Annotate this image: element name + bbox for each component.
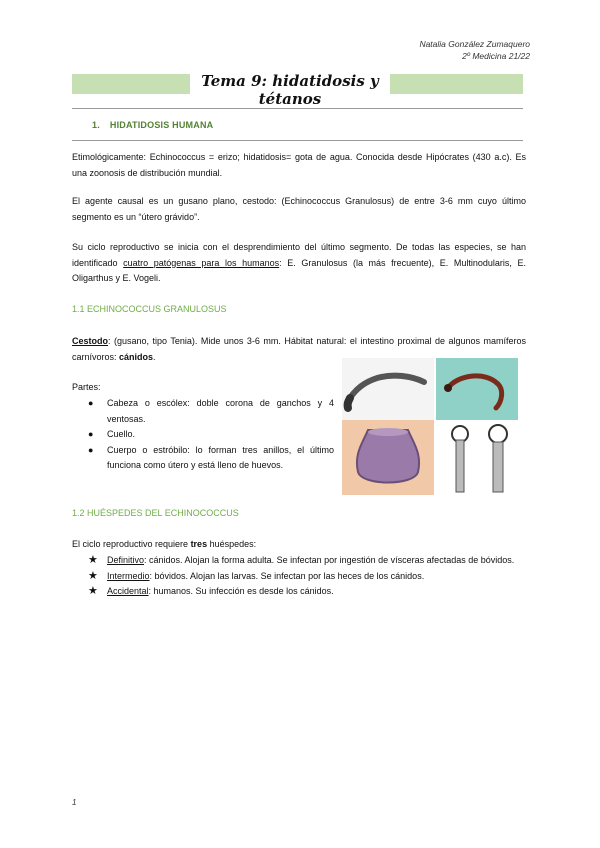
hosts-list xyxy=(88,553,526,600)
paragraph-cycle xyxy=(72,240,526,287)
hosts-intro-bold: tres xyxy=(190,539,208,549)
section-rule-top xyxy=(72,108,523,109)
title-accent-left xyxy=(72,74,190,94)
bullet-icon: ● xyxy=(88,429,94,439)
list-item xyxy=(88,553,526,569)
list-item xyxy=(88,443,334,474)
cycle-text-before: Su ciclo reproductivo se inicia con el desprendimiento del último segmento. De todas las especies, se han identificado xyxy=(72,242,526,268)
star-icon: ★ xyxy=(88,585,98,597)
section-heading xyxy=(92,120,213,130)
scolex-illustration xyxy=(436,420,520,495)
cestodo-text: : (gusano, tipo Tenia). Mide unos 3-6 mm. Hábitat natural: el intestino proximal de algunos mamíferos carnívoros: xyxy=(72,336,526,362)
parts-label: Partes: xyxy=(72,382,101,392)
author-name: Natalia González Zumaquero xyxy=(419,39,530,49)
egg-cyst-photo xyxy=(342,420,434,495)
subsection-heading-granulosus: 1.1 ECHINOCOCCUS GRANULOSUS xyxy=(72,304,227,314)
cestodo-term: Cestodo xyxy=(72,336,108,346)
section-rule-bottom xyxy=(72,140,523,141)
paragraph-etymology: Etimológicamente: Echinococcus = erizo; hidatidosis= gota de agua. Conocida desde Hipócrates (430 a.c). Es una zoonosis de distribución mundial. xyxy=(72,152,526,178)
list-item xyxy=(88,584,526,600)
section-title: HIDATIDOSIS HUMANA xyxy=(109,120,214,130)
part-text: Cuerpo o estróbilo: lo forman tres anillos, el último funciona como útero y está lleno de huevos. xyxy=(107,444,334,470)
page-title: Tema 9: hidatidosis y tétanos xyxy=(201,72,379,108)
course-label: 2º Medicina 21/22 xyxy=(462,51,530,61)
section-number: 1. xyxy=(92,120,100,130)
parts-list xyxy=(88,396,334,474)
host-term: Accidental xyxy=(107,586,149,596)
subsection-heading-hosts: 1.2 HUÉSPEDES DEL ECHINOCOCCUS xyxy=(72,508,239,518)
worm-photo-grey xyxy=(342,358,434,420)
star-icon: ★ xyxy=(88,554,98,566)
host-term: Definitivo xyxy=(107,555,145,565)
page-number: 1 xyxy=(72,798,77,807)
bullet-icon: ● xyxy=(88,398,94,408)
hosts-intro xyxy=(72,537,526,553)
list-item xyxy=(88,427,334,443)
worm-photo-red xyxy=(436,358,518,420)
hosts-intro-before: El ciclo reproductivo requiere xyxy=(72,539,191,549)
cestodo-bold: cánidos xyxy=(119,351,154,362)
cestodo-end: . xyxy=(153,351,156,362)
cycle-text-after: : E. Granulosus (la más frecuente), E. Multinodularis, E. Oligarthus y E. Vogeli. xyxy=(72,257,526,283)
list-item xyxy=(88,569,526,585)
part-text: Cabeza o escólex: doble corona de ganchos y 4 ventosas. xyxy=(107,398,334,424)
hosts-intro-after: huéspedes: xyxy=(207,539,257,549)
list-item xyxy=(88,396,334,427)
title-accent-right xyxy=(390,74,523,94)
part-text: Cuello. xyxy=(107,429,136,439)
host-text: : cánidos. Alojan la forma adulta. Se infectan por ingestión de vísceras afectadas de bóvidos. xyxy=(144,555,515,565)
cycle-underlined: cuatro patógenas para los humanos xyxy=(123,257,280,268)
star-icon: ★ xyxy=(88,569,98,582)
paragraph-agent: El agente causal es un gusano plano, cestodo: (Echinococcus Granulosus) de entre 3-6 mm cuyo último segmento es un “útero grávido”. xyxy=(72,196,526,222)
host-term: Intermedio xyxy=(107,570,150,581)
bullet-icon: ● xyxy=(88,444,94,455)
host-text: : humanos. Su infección es desde los cánidos. xyxy=(148,586,334,596)
host-text: : bóvidos. Alojan las larvas. Se infectan por las heces de los cánidos. xyxy=(149,570,425,581)
